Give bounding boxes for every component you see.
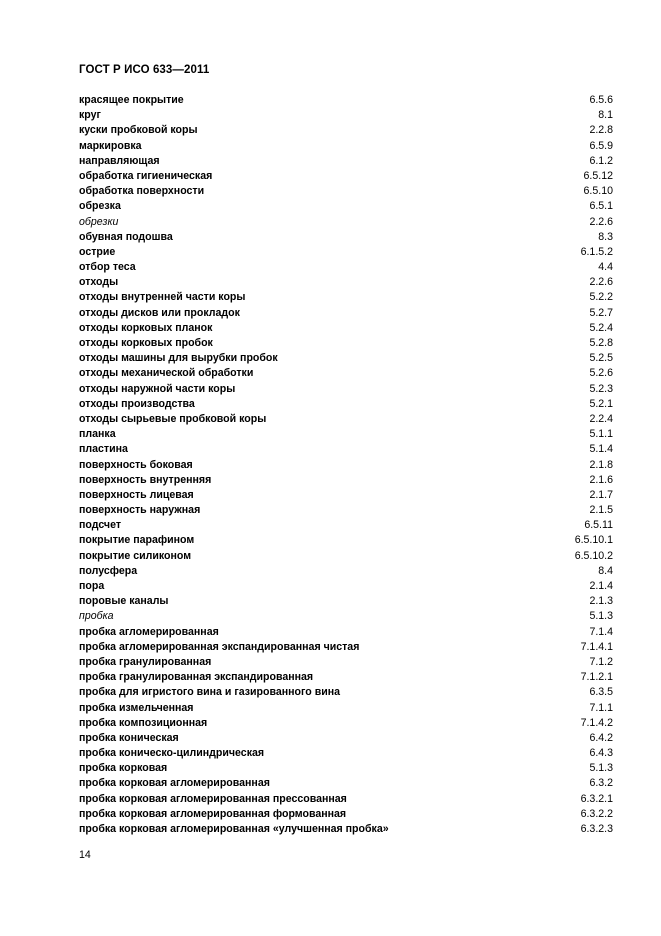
index-term: куски пробковой коры <box>79 124 198 137</box>
index-reference: 2.2.8 <box>589 124 613 137</box>
index-entry <box>79 351 613 366</box>
index-reference: 7.1.2 <box>589 655 613 668</box>
index-entry <box>79 321 613 336</box>
index-reference: 8.3 <box>598 230 613 243</box>
index-reference: 6.3.2.1 <box>580 792 613 805</box>
index-term: планка <box>79 428 116 441</box>
index-entry <box>79 594 613 609</box>
index-entry <box>79 215 613 230</box>
index-reference: 6.1.2 <box>589 154 613 167</box>
index-reference: 6.3.5 <box>589 686 613 699</box>
index-term: пробка <box>79 610 114 623</box>
index-reference: 6.5.6 <box>589 94 613 106</box>
index-reference: 6.5.10.2 <box>574 549 613 562</box>
index-reference: 5.1.4 <box>589 443 613 456</box>
index-term: пробка коническо-цилиндрическая <box>79 747 265 760</box>
index-entry <box>79 792 613 807</box>
index-reference: 6.5.12 <box>583 169 613 182</box>
index-entry <box>79 427 613 442</box>
index-term: поверхность наружная <box>79 504 201 517</box>
index-entry <box>79 366 613 381</box>
document-header: ГОСТ Р ИСО 633—2011 <box>79 64 210 76</box>
index-entry <box>79 655 613 670</box>
index-reference: 2.2.6 <box>589 276 613 289</box>
index-term: поровые каналы <box>79 595 169 608</box>
index-term: пробка корковая агломерированная «улучшенная пробка» <box>79 823 389 835</box>
index-entry <box>79 625 613 640</box>
index-term: пробка измельченная <box>79 701 194 714</box>
index-term: покрытие парафином <box>79 534 195 547</box>
index-reference: 5.1.1 <box>589 428 613 441</box>
index-entry <box>79 503 613 518</box>
index-term: пробка композиционная <box>79 716 208 729</box>
index-entry <box>79 442 613 457</box>
index-reference: 6.5.1 <box>589 200 613 213</box>
index-entry <box>79 458 613 473</box>
term-index <box>79 93 613 837</box>
index-term: отходы внутренней части коры <box>79 291 246 304</box>
index-reference: 2.1.5 <box>589 504 613 517</box>
index-reference: 5.2.8 <box>589 337 613 349</box>
index-entry <box>79 397 613 412</box>
index-entry <box>79 761 613 776</box>
index-term: полусфера <box>79 564 138 577</box>
index-reference: 2.1.8 <box>589 458 613 471</box>
index-entry <box>79 670 613 685</box>
index-entry <box>79 230 613 245</box>
index-reference: 5.1.3 <box>589 610 613 623</box>
index-term: обувная подошва <box>79 230 173 243</box>
index-entry <box>79 731 613 746</box>
index-reference: 5.2.2 <box>589 291 613 304</box>
index-term: отходы производства <box>79 397 195 410</box>
index-term: обрезки <box>79 215 119 228</box>
page-number: 14 <box>79 849 91 861</box>
index-entry <box>79 533 613 548</box>
index-entry <box>79 746 613 761</box>
index-entry <box>79 412 613 427</box>
index-reference: 2.1.3 <box>589 595 613 608</box>
index-reference: 6.5.9 <box>589 139 613 152</box>
index-reference: 6.1.5.2 <box>580 245 613 258</box>
index-entry <box>79 776 613 791</box>
index-reference: 7.1.1 <box>589 701 613 714</box>
index-reference: 6.5.10.1 <box>574 534 613 547</box>
index-reference: 8.4 <box>598 564 613 577</box>
index-entry <box>79 306 613 321</box>
index-reference: 5.2.7 <box>589 306 613 319</box>
index-entry <box>79 488 613 503</box>
index-term: пора <box>79 580 105 592</box>
index-term: обработка поверхности <box>79 185 205 198</box>
index-reference: 7.1.4 <box>589 625 613 638</box>
index-entry <box>79 640 613 655</box>
index-reference: 2.2.6 <box>589 215 613 228</box>
index-reference: 7.1.4.1 <box>580 640 613 653</box>
index-entry <box>79 549 613 564</box>
index-entry <box>79 685 613 700</box>
index-term: отбор теса <box>79 261 136 274</box>
index-reference: 6.5.10 <box>583 185 613 198</box>
index-reference: 6.4.2 <box>589 731 613 744</box>
index-entry <box>79 169 613 184</box>
index-entry <box>79 701 613 716</box>
index-term: поверхность лицевая <box>79 488 194 501</box>
index-term: отходы корковых планок <box>79 321 213 334</box>
index-term: обрезка <box>79 200 121 213</box>
index-entry <box>79 108 613 123</box>
index-term: пробка корковая агломерированная прессованная <box>79 792 347 805</box>
index-reference: 2.2.4 <box>589 412 613 425</box>
index-term: отходы машины для вырубки пробок <box>79 352 278 365</box>
index-reference: 5.1.3 <box>589 762 613 775</box>
index-term: маркировка <box>79 139 142 152</box>
index-reference: 5.2.6 <box>589 367 613 380</box>
index-entry <box>79 807 613 822</box>
index-reference: 5.2.5 <box>589 352 613 365</box>
index-entry <box>79 199 613 214</box>
index-entry <box>79 260 613 275</box>
index-reference: 2.1.7 <box>589 488 613 501</box>
index-term: пробка коническая <box>79 731 179 744</box>
index-entry <box>79 518 613 533</box>
index-term: пробка корковая <box>79 762 168 775</box>
index-term: отходы корковых пробок <box>79 337 213 349</box>
index-reference: 2.1.6 <box>589 473 613 486</box>
index-entry <box>79 184 613 199</box>
index-term: обработка гигиеническая <box>79 169 213 182</box>
index-entry <box>79 579 613 594</box>
index-term: покрытие силиконом <box>79 549 192 562</box>
index-entry <box>79 382 613 397</box>
index-term: отходы сырьевые пробковой коры <box>79 412 267 425</box>
index-term: пробка корковая агломерированная <box>79 777 270 790</box>
index-reference: 7.1.4.2 <box>580 716 613 729</box>
index-term: отходы наружной части коры <box>79 382 236 395</box>
index-entry <box>79 716 613 731</box>
index-entry <box>79 564 613 579</box>
index-term: отходы механической обработки <box>79 367 254 380</box>
index-term: направляющая <box>79 154 160 167</box>
index-reference: 6.3.2.3 <box>580 823 613 835</box>
index-term: пробка гранулированная экспандированная <box>79 671 314 684</box>
index-reference: 5.2.3 <box>589 382 613 395</box>
index-term: пластина <box>79 443 128 456</box>
index-reference: 6.5.11 <box>584 519 613 532</box>
index-entry <box>79 609 613 624</box>
index-entry <box>79 123 613 138</box>
index-reference: 6.4.3 <box>589 747 613 760</box>
index-reference: 5.2.1 <box>589 397 613 410</box>
index-entry <box>79 473 613 488</box>
index-term: поверхность боковая <box>79 458 193 471</box>
index-entry <box>79 139 613 154</box>
index-term: поверхность внутренняя <box>79 473 212 486</box>
index-term: пробка гранулированная <box>79 655 212 668</box>
index-entry <box>79 245 613 260</box>
index-reference: 5.2.4 <box>589 321 613 334</box>
index-reference: 2.1.4 <box>589 580 613 592</box>
index-reference: 4.4 <box>598 261 613 274</box>
index-term: отходы <box>79 276 119 289</box>
index-term: подсчет <box>79 519 122 532</box>
index-term: пробка агломерированная экспандированная чистая <box>79 640 360 653</box>
index-reference: 6.3.2 <box>589 777 613 790</box>
index-term: круг <box>79 109 101 122</box>
index-term: отходы дисков или прокладок <box>79 306 240 319</box>
index-reference: 7.1.2.1 <box>580 671 613 684</box>
index-entry <box>79 93 613 108</box>
index-term: пробка агломерированная <box>79 625 219 638</box>
index-reference: 8.1 <box>598 109 613 122</box>
index-entry <box>79 822 613 837</box>
index-reference: 6.3.2.2 <box>580 807 613 820</box>
index-entry <box>79 275 613 290</box>
index-term: красящее покрытие <box>79 94 184 106</box>
index-entry <box>79 154 613 169</box>
index-term: пробка корковая агломерированная формованная <box>79 807 347 820</box>
index-term: острие <box>79 245 116 258</box>
index-entry <box>79 290 613 305</box>
index-term: пробка для игристого вина и газированного вина <box>79 686 341 699</box>
index-entry <box>79 336 613 351</box>
